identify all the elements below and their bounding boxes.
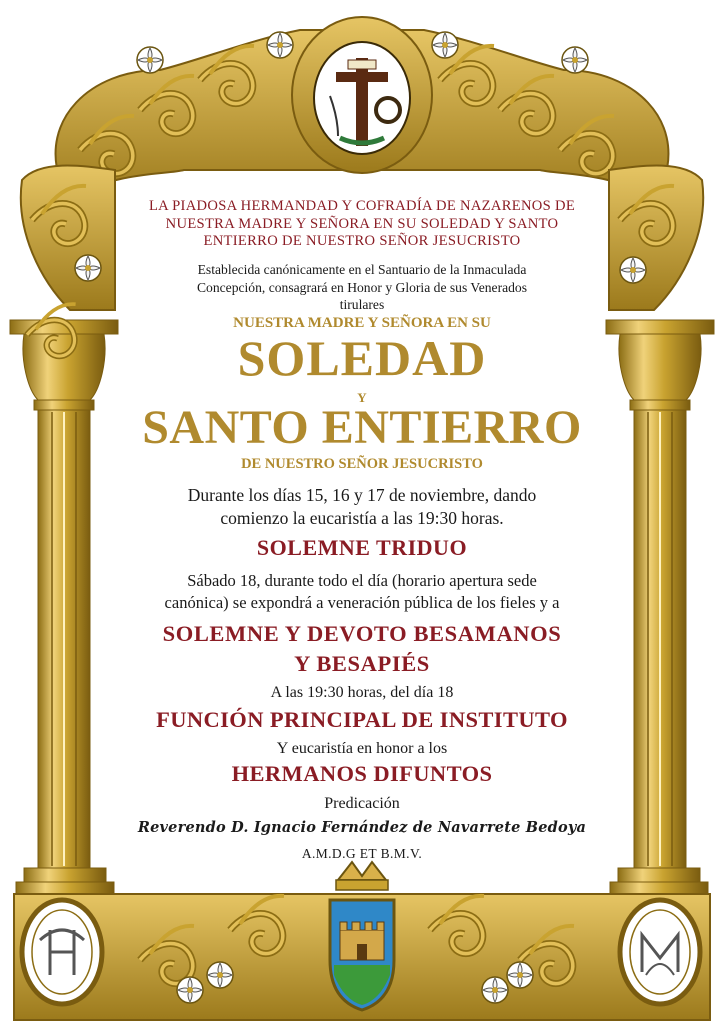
funcion-heading: FUNCIÓN PRINCIPAL DE INSTITUTO	[156, 707, 568, 732]
triduo-line-1: Durante los días 15, 16 y 17 de noviembre, dando	[187, 485, 537, 505]
crowned-castle-shield-icon	[330, 862, 394, 1010]
funcion-time: A las 19:30 horas, del día 18	[270, 684, 454, 701]
preacher-name: Reverendo D. Ignacio Fernández de Navarrete Bedoya	[137, 819, 587, 836]
triduo-line-2: comienzo la eucaristía a las 19:30 horas.	[220, 508, 504, 528]
motto: A.M.D.G ET B.M.V.	[301, 846, 423, 861]
besamanos-heading	[115, 619, 609, 679]
title-santo-entierro: SANTO ENTIERRO	[142, 401, 582, 454]
brotherhood-heading	[115, 198, 609, 251]
brotherhood-heading-line-2: NUESTRA MADRE Y SEÑORA EN SU SOLEDAD Y SANTO	[165, 215, 559, 232]
brotherhood-heading-line-3: ENTIERRO DE NUESTRO SEÑOR JESUCRISTO	[203, 233, 521, 249]
besamanos-heading-line-2: Y BESAPIÉS	[294, 651, 430, 676]
titular-subtitle-2: DE NUESTRO SEÑOR JESUCRISTO	[241, 456, 483, 472]
difuntos-heading: HERMANOS DIFUNTOS	[231, 761, 493, 786]
triduo-heading: SOLEMNE TRIDUO	[256, 535, 468, 560]
predicacion-label: Predicación	[324, 795, 400, 812]
intro-line-3: tirulares	[339, 297, 385, 312]
titular-subtitle: NUESTRA MADRE Y SEÑORA EN SU	[233, 315, 491, 331]
title-soledad: SOLEDAD	[237, 330, 487, 386]
besamanos-heading-line-1: SOLEMNE Y DEVOTO BESAMANOS	[162, 621, 562, 646]
intro-line-2: Concepción, consagrará en Honor y Gloria de sus Venerados	[196, 279, 528, 295]
intro-line-1: Establecida canónicamente en el Santuario de la Inmaculada	[197, 262, 527, 277]
cross-and-crown-of-thorns-icon	[292, 17, 432, 173]
difuntos-intro: Y eucaristía en honor a los	[276, 740, 448, 757]
triduo-description	[115, 484, 609, 530]
jhs-monogram-icon	[22, 900, 102, 1004]
left-column	[10, 304, 118, 894]
title-connector: Y	[357, 390, 367, 405]
right-column	[606, 320, 714, 894]
besamanos-line-1: Sábado 18, durante todo el día (horario apertura sede	[187, 571, 537, 590]
marian-monogram-icon	[620, 900, 700, 1004]
besamanos-line-2: canónica) se expondrá a veneración pública de los fieles y a	[164, 593, 560, 612]
intro-paragraph	[140, 261, 584, 314]
brotherhood-heading-line-1: LA PIADOSA HERMANDAD Y COFRADÍA DE NAZARENOS DE	[148, 198, 576, 214]
besamanos-description	[115, 570, 609, 614]
